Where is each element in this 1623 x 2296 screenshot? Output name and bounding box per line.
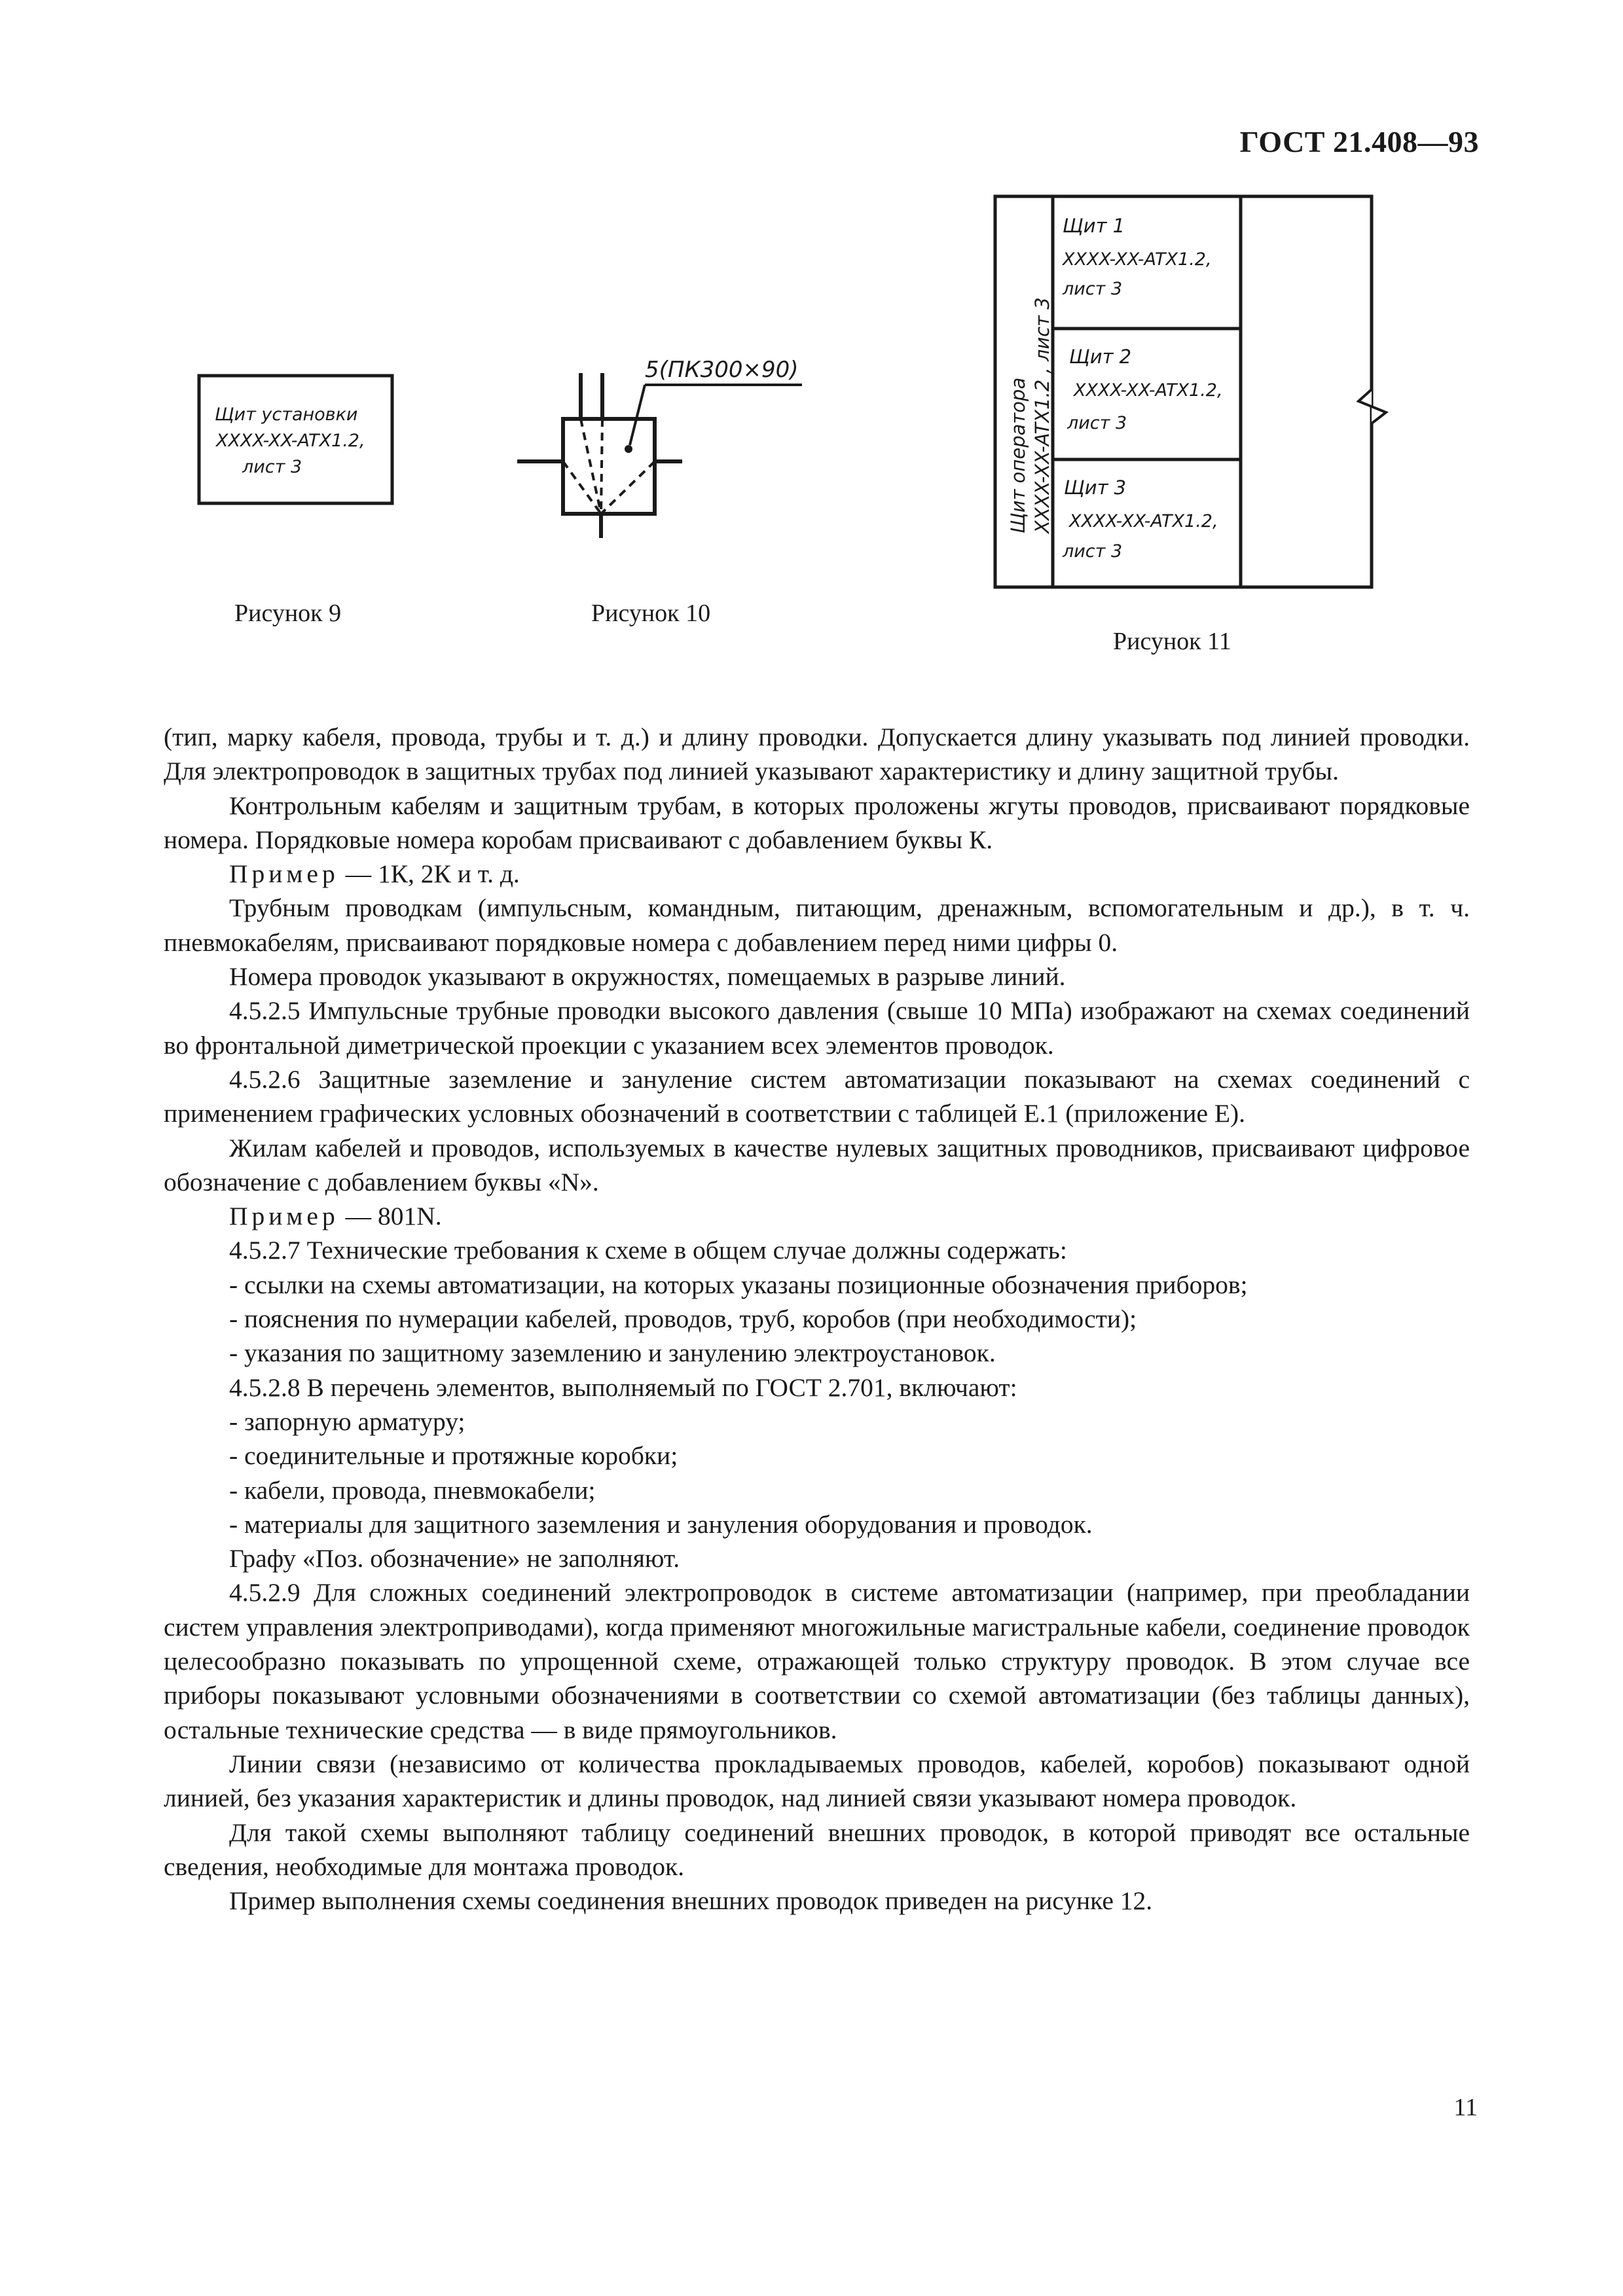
- figure-9-caption: Рисунок 9: [234, 600, 342, 627]
- figure-10-caption: Рисунок 10: [591, 600, 711, 627]
- row-2-sheet: лист 3: [1067, 413, 1127, 433]
- fig11-side-line-1: Щит оператора: [1007, 377, 1029, 533]
- fig9-line-1: Щит установки: [215, 404, 358, 425]
- page-number: 11: [1453, 2094, 1478, 2121]
- leader-dot: [625, 445, 632, 453]
- example-line: [164, 857, 1470, 891]
- figure-10: [511, 353, 812, 550]
- paragraph: 4.5.2.6 Защитные заземление и зануление систем автоматизации показывают на схемах соединений с применением графических условных обозначений в соответствии с таблицей Е.1 (приложение Е).: [164, 1064, 1470, 1128]
- paragraph: 4.5.2.7 Технические требования к схеме в общем случае должны содержать:: [229, 1236, 1067, 1265]
- row-2-title: Щит 2: [1069, 346, 1132, 368]
- paragraph: Для такой схемы выполняют таблицу соединений внешних проводок, в которой приводят все остальные сведения, необходимые для монтажа проводок.: [164, 1818, 1470, 1881]
- body-text: [164, 720, 1470, 1918]
- paragraph: Пример выполнения схемы соединения внешних проводок приведен на рисунке 12.: [229, 1886, 1153, 1916]
- list-item: - ссылки на схемы автоматизации, на которых указаны позиционные обозначения приборов;: [229, 1270, 1248, 1299]
- figure-11: [985, 193, 1404, 599]
- paragraph: (тип, марку кабеля, провода, трубы и т. д.) и длину проводки. Допускается длину указывать под линией проводки. Для электропроводок в защитных трубах под линией указывают характеристику и длину защитной трубы.: [164, 723, 1470, 786]
- row-3-code: XXXX-XX-ATX1.2,: [1069, 511, 1218, 531]
- paragraph: Линии связи (независимо от количества прокладываемых проводов, кабелей, коробов) показывают одной линией, без указания характеристик и длины проводок, над линией связи указывают номера проводок.: [164, 1749, 1470, 1813]
- paragraph: Графу «Поз. обозначение» не заполняют.: [229, 1544, 680, 1573]
- list-item: - материалы для защитного заземления и зануления оборудования и проводок.: [229, 1509, 1093, 1539]
- example-value: — 1К, 2К и т. д.: [345, 859, 520, 889]
- row-3-title: Щит 3: [1064, 476, 1127, 499]
- example-value: — 801N.: [345, 1202, 442, 1231]
- dashed-route-2: [601, 419, 602, 514]
- fig9-line-3: лист 3: [242, 457, 302, 477]
- leader-line: [630, 385, 645, 445]
- paragraph: Контрольным кабелям и защитным трубам, в которых проложены жгуты проводов, присваивают порядковые номера. Порядковые номера коробам присваивают с добавлением буквы К.: [164, 791, 1470, 854]
- row-3-sheet: лист 3: [1063, 541, 1123, 562]
- list-item: - кабели, провода, пневмокабели;: [229, 1475, 596, 1505]
- row-1-title: Щит 1: [1063, 215, 1125, 237]
- fig10-label: 5(ПК300×90): [645, 357, 799, 383]
- list-item: - указания по защитному заземлению и занулению электроустановок.: [229, 1338, 996, 1368]
- list-item: - запорную арматуру;: [229, 1407, 465, 1436]
- fig11-side-line-2: XXXX-XX-ATX1.2 , лист 3: [1031, 297, 1053, 533]
- row-2-code: XXXX-XX-ATX1.2,: [1074, 380, 1223, 401]
- example-label: Пример: [229, 859, 339, 889]
- fig9-line-2: XXXX-XX-ATX1.2,: [216, 431, 365, 451]
- paragraph: Жилам кабелей и проводов, используемых в качестве нулевых защитных проводников, присваивают цифровое обозначение с добавлением буквы «N».: [164, 1133, 1470, 1196]
- dashed-route-4: [601, 461, 655, 514]
- list-item: - соединительные и протяжные коробки;: [229, 1441, 678, 1471]
- paragraph: 4.5.2.5 Импульсные трубные проводки высокого давления (свыше 10 МПа) изображают на схемах соединений во фронтальной диметрической проекции с указанием всех элементов проводок.: [164, 996, 1470, 1060]
- box-symbol: [563, 419, 655, 514]
- row-1-code: XXXX-XX-ATX1.2,: [1063, 249, 1212, 270]
- paragraph: 4.5.2.8 В перечень элементов, выполняемый по ГОСТ 2.701, включают:: [229, 1372, 1017, 1402]
- paragraph: Трубным проводкам (импульсным, командным, питающим, дренажным, вспомогательным и др.), в т. ч. пневмокабелям, присваивают порядковые номера с добавлением перед ними цифры 0.: [164, 893, 1470, 957]
- document-code: ГОСТ 21.408—93: [1239, 125, 1479, 158]
- example-line: [164, 1199, 1470, 1233]
- paragraph: 4.5.2.9 Для сложных соединений электропроводок в системе автоматизации (например, при преобладании систем управления электроприводами), когда применяют многожильные магистральные кабели, соединение проводок целесообразно показывать по упрощенной схеме, отражающей только структуру проводок. В этом случае все приборы показывают условными обозначениями в соответствии со схемой автоматизации (без таблицы данных), остальные технические средства — в виде прямоугольников.: [164, 1578, 1470, 1744]
- figure-9: [196, 373, 399, 511]
- list-item: - пояснения по нумерации кабелей, проводов, труб, коробов (при необходимости);: [229, 1304, 1137, 1334]
- figure-11-caption: Рисунок 11: [1113, 628, 1231, 655]
- example-label: Пример: [229, 1202, 339, 1231]
- paragraph: Номера проводок указывают в окружностях, помещаемых в разрыве линий.: [229, 962, 1066, 992]
- row-1-sheet: лист 3: [1063, 279, 1123, 299]
